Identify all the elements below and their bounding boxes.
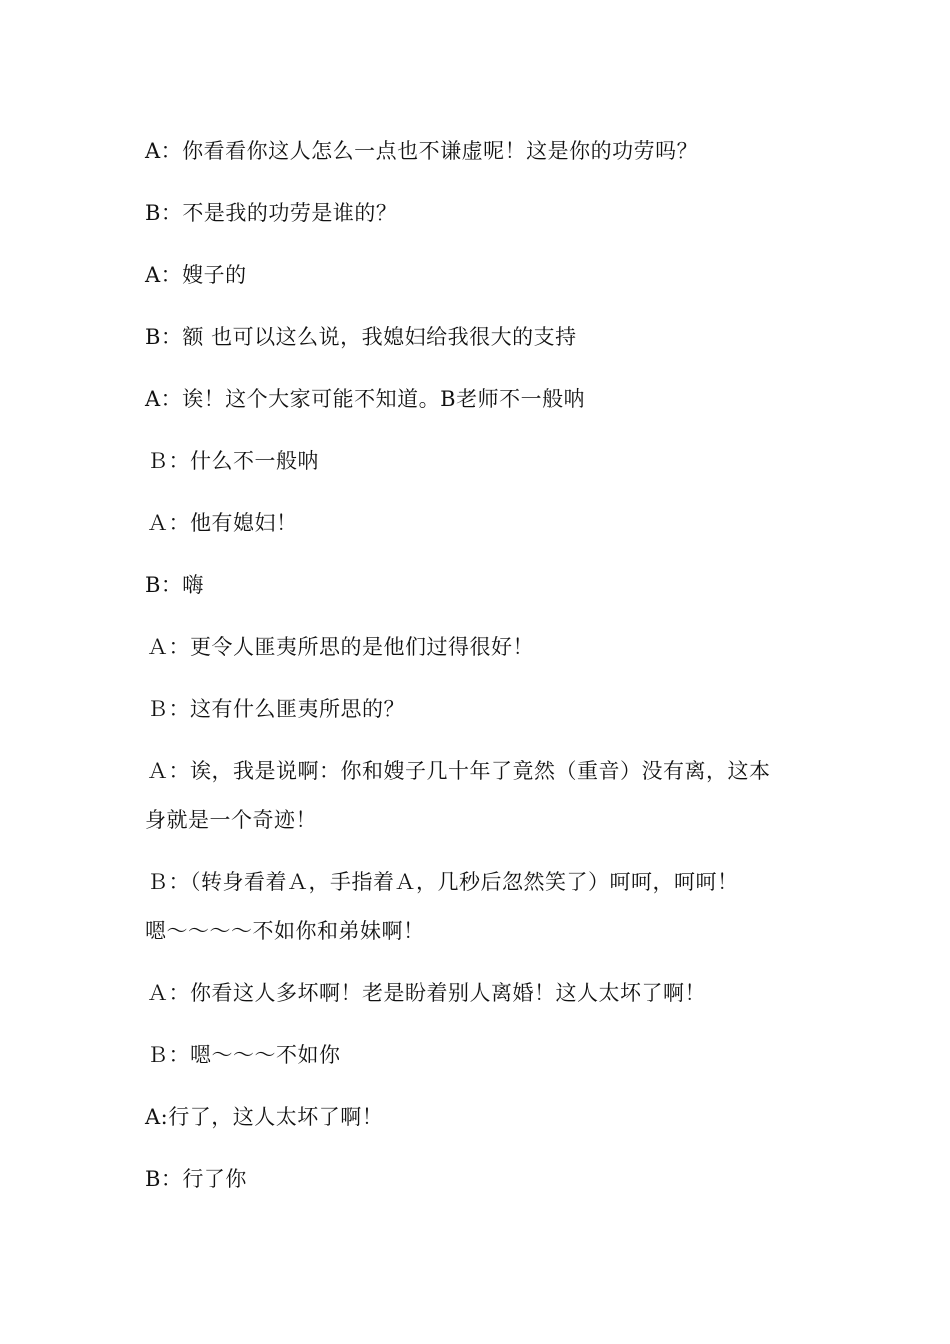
dialogue-line: B：行了你 <box>145 1167 247 1191</box>
dialogue-line: B：嗨 <box>145 573 204 597</box>
dialogue-line: Ａ：更令人匪夷所思的是他们过得很好！ <box>147 635 534 659</box>
dialogue-line: B：不是我的功劳是谁的？ <box>145 201 398 225</box>
dialogue-line: Ａ：你看这人多坏啊！老是盼着别人离婚！这人太坏了啊！ <box>147 981 706 1005</box>
dialogue-line: Ａ：他有媳妇！ <box>147 511 298 535</box>
dialogue-line: A：你看看你这人怎么一点也不谦虚呢！这是你的功劳吗？ <box>145 139 699 163</box>
dialogue-line: A：嫂子的 <box>145 263 247 287</box>
dialogue-line: Ｂ：这有什么匪夷所思的？ <box>147 697 405 721</box>
dialogue-line: Ｂ：什么不一般呐 <box>147 449 319 473</box>
dialogue-line: Ａ：诶，我是说啊：你和嫂子几十年了竟然（重音）没有离，这本 <box>147 759 771 783</box>
dialogue-line-continuation: 嗯～～～～不如你和弟妹啊！ <box>145 919 425 943</box>
dialogue-line: Ｂ：（转身看着Ａ，手指着Ａ，几秒后忽然笑了）呵呵，呵呵！ <box>147 870 739 894</box>
dialogue-line: B：额 也可以这么说，我媳妇给我很大的支持 <box>145 325 577 349</box>
dialogue-line: Ｂ：嗯～～～不如你 <box>147 1043 341 1067</box>
dialogue-line: A：诶！这个大家可能不知道。B老师不一般呐 <box>145 387 586 411</box>
dialogue-line: A:行了，这人太坏了啊！ <box>145 1105 384 1129</box>
dialogue-line-continuation: 身就是一个奇迹！ <box>145 808 317 832</box>
